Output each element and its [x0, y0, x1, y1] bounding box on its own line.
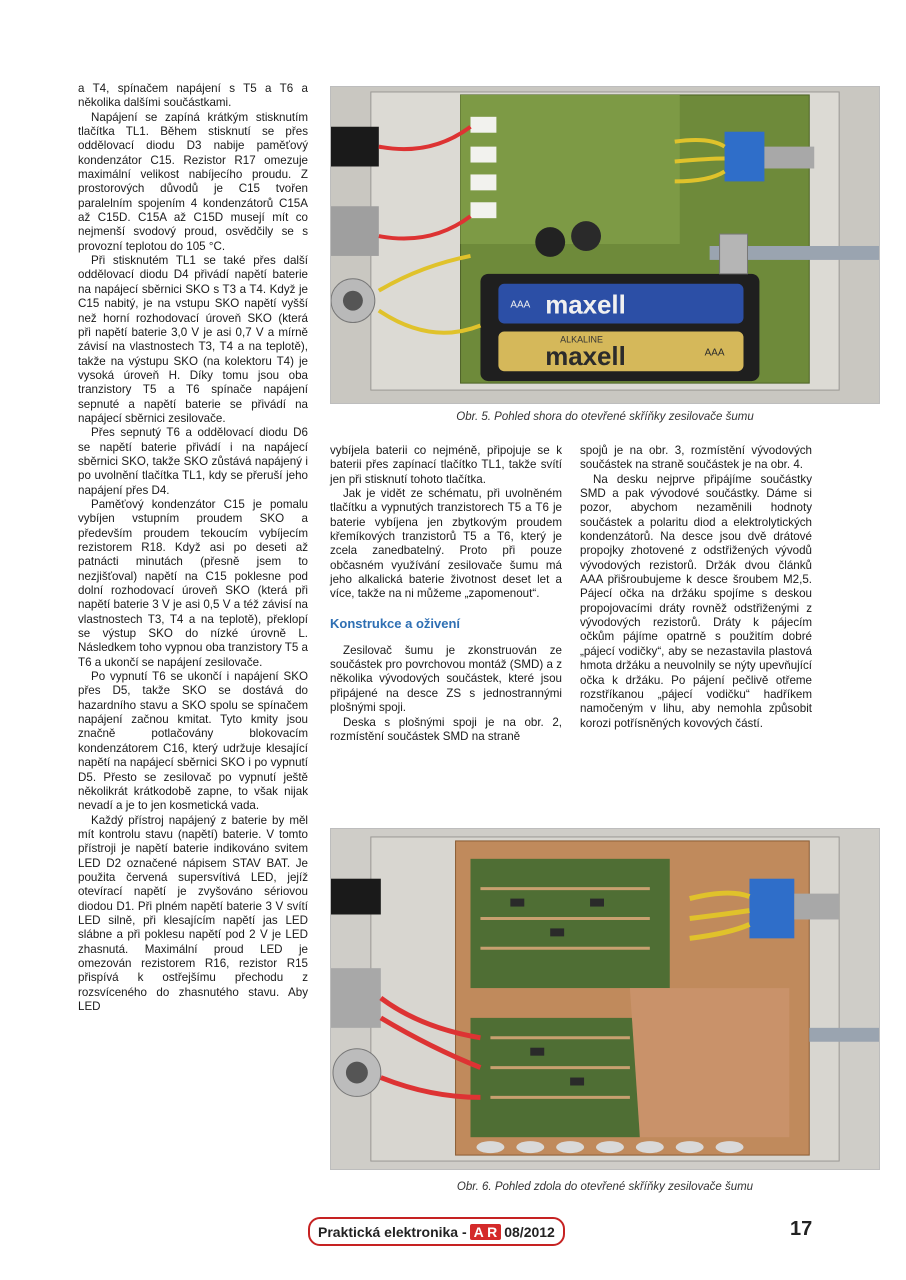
left-text-column	[78, 82, 308, 1014]
magazine-name: Praktická elektronika -	[318, 1223, 467, 1240]
enclosure-top-illustration	[331, 87, 879, 403]
paragraph: spojů je na obr. 3, rozmístění vývodových součástek na straně součástek je na obr. 4.	[580, 444, 812, 472]
paragraph: Napájení se zapíná krátkým stisknutím tlačítka TL1. Během stisknutí se přes oddělovací diodu D3 nabije paměťový kondenzátor C15. Rezistor R17 omezuje maximální velikost nabíjecího proudu. Z prostorových důvodů je C15 tvořen paralelním spojením 4 kondenzátorů C15A až C15D. C15A až C15D musejí mít co nejmenší svodový proud, osvědčily se s provozní teplotou do 105 °C.	[78, 110, 308, 253]
battery-label: maxell	[545, 343, 626, 372]
issue-number: 08/2012	[504, 1223, 555, 1240]
photo-caption-bottom: Obr. 6. Pohled zdola do otevřené skříňky zesilovače šumu	[456, 1181, 754, 1193]
page-number: 17	[790, 1218, 813, 1240]
paragraph: a T4, spínačem napájení s T5 a T6 a několika dalšími součástkami.	[78, 82, 308, 110]
paragraph: Přes sepnutý T6 a oddělovací diodu D6 se napětí baterie přivádí i na napájecí sběrnici SKO, takže SKO zůstává napájený i po uvolnění tlačítka TL1, kdy se přeruší jeho napájení přes D4.	[78, 426, 308, 497]
photo-top-view	[330, 86, 880, 404]
paragraph: Při stisknutém TL1 se také přes další oddělovací diodu D4 přivádí napětí baterie na napájecí sběrnici SKO s T3 a T4. Když je C15 nabitý, je na vstupu SKO napětí vyšší než horní rozhodovací úroveň SKO (která při napětí baterie 3,0 V je asi 0,7 V a mírně závisí na vlastnostech T3, T4 a na teplotě), takže na výstupu SKO (na kolektoru T4) je vysoká úroveň H. Díky tomu jsou oba tranzistory T5 a T6 spínače napájení sepnuté a napětí baterie se přivádí na napájecí sběrnici zesilovače.	[78, 254, 308, 425]
paragraph: Každý přístroj napájený z baterie by měl mít kontrolu stavu (napětí) baterie. V tomto přístroji je napětí baterie indikováno svitem LED D2 označené nápisem STAV BAT. Je použita červená supersvítivá LED, jejíž otevírací napětí je zvyšováno sériovou diodou D1. Při plném napětí baterie 3 V svítí LED silně, při klesajícím napětí jas LED slábne a při poklesu napětí pod 2 V je LED zhasnutá. Maximální proud LED je omezován rezistorem R16, rezistor R15 přispívá k ostřejšímu přechodu z rozsvíceného do zhasnutého stavu. Aby LED	[78, 813, 308, 1013]
battery-small-label: AAA	[704, 347, 725, 359]
middle-text-column	[330, 444, 562, 744]
battery-label: maxell	[545, 291, 626, 320]
paragraph: Po vypnutí T6 se ukončí i napájení SKO přes D5, takže SKO se dostává do hazardního stavu a SKO spolu se spínačem napájení začnou kmitat. Tyto kmity jsou značně potlačovány blokovacím kondenzátorem C16, který udržuje klesající napětí na napájecí sběrnici SKO i po vypnutí D5. Přesto se zesilovač po vypnutí ještě několikrát krátkodobě zapne, to však nijak nevadí a je to jen kosmetická vada.	[78, 670, 308, 813]
enclosure-bottom-illustration	[331, 829, 879, 1169]
section-heading: Konstrukce a oživení	[330, 615, 461, 631]
paragraph: Na desku nejprve připájíme součástky SMD a pak vývodové součástky. Dáme si pozor, abychom nezaměnili hodnoty součástek a polaritu diod a elektrolytických kondenzátorů. Na desce jsou dvě drátové propojky zhotovené z odstřižených vývodů vývodových rezistorů. Držák dvou článků AAA přišroubujeme k desce šroubem M2,5. Pájecí očka na držáku spojíme s deskou propojovacími dráty rovněž odstřiženými z vývodových rezistorů. Dráty k pájecím očkům pájíme opatrně s použitím dobré „pájecí vodičky“, aby se nezastavila plastová hmota držáku a neuvolnily se nýty upevňující očka k držáku. Po pájení pečlivě otřeme rozstříkanou „pájecí vodičku“ hadříkem namočeným v lihu, aby nemohla způsobit korozi potřísněných kovových částí.	[580, 472, 812, 730]
paragraph: Jak je vidět ze schématu, při uvolněném tlačítku a vypnutých tranzistorech T5 a T6 je baterie vybíjena jen zbytkovým proudem křemíkových tranzistorů T5 a T6, který je zcela zanedbatelný. Proto při pouze občasném využívání zesilovače šumu má jeho alkalická baterie životnost deset let a více, takže na ni můžeme „zapomenout“.	[330, 487, 562, 601]
paragraph: Paměťový kondenzátor C15 je pomalu vybíjen vstupním proudem SKO a především proudem tekoucím vybíjecím rezistorem R18. Když asi po deseti až patnácti minutách (přesně jsem to nezjišťoval) napětí na C15 poklesne pod dolní rozhodovací úroveň SKO (která při napětí baterie 3 V je asi 0,5 V a též závisí na vlastnostech T3, T4 a na teplotě), překlopí se výstup SKO do nízké úrovně L. Následkem toho vypnou oba tranzistory T5 a T6 a ukončí se napájení zesilovače.	[78, 497, 308, 669]
photo-bottom-view	[330, 828, 880, 1170]
battery-small-label: AAA	[510, 299, 531, 311]
paragraph: vybíjela baterii co nejméně, připojuje se k baterii přes zapínací tlačítko TL1, takže svítí jen při stisknutí tohoto tlačítka.	[330, 444, 562, 486]
paragraph: Deska s plošnými spoji je na obr. 2, rozmístění součástek SMD na straně	[330, 715, 562, 743]
right-text-column	[580, 444, 812, 731]
battery-small-label: ALKALINE	[560, 334, 603, 345]
ar-badge: A R	[470, 1224, 502, 1240]
photo-caption-top: Obr. 5. Pohled shora do otevřené skříňky zesilovače šumu	[456, 411, 754, 423]
magazine-footer	[308, 1217, 565, 1246]
paragraph: Zesilovač šumu je zkonstruován ze součástek pro povrchovou montáž (SMD) a z několika vývodových součástek, které jsou připájené na desce ZS s jednostrannými plošnými spoji.	[330, 643, 562, 715]
